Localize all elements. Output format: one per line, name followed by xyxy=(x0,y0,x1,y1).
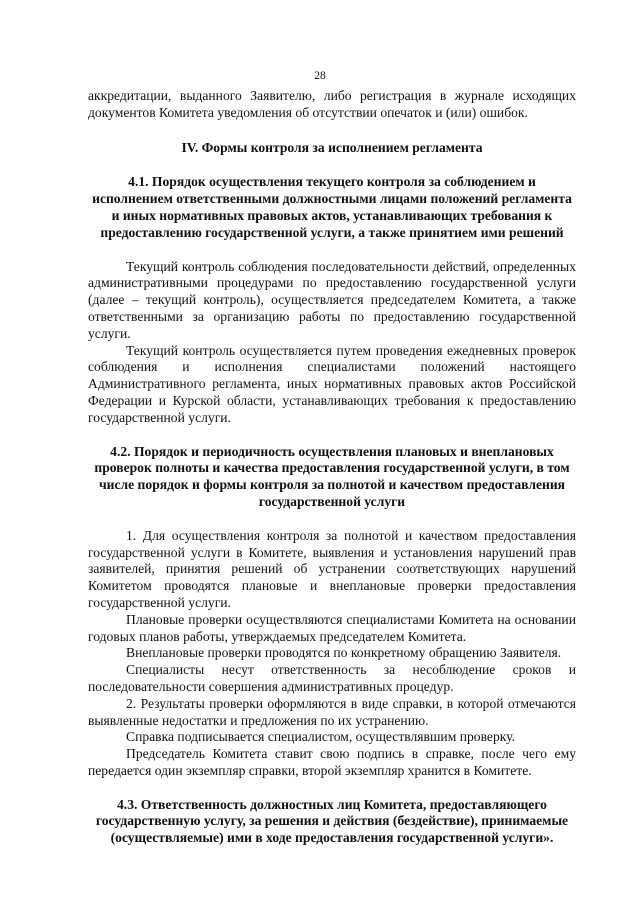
page-number: 28 xyxy=(314,70,326,82)
paragraph: Текущий контроль соблюдения последовательности действий, определенных административными процедурами по предоставлению государственной услуги (далее – текущий контроль), осуществляется председателем Комитета, а также ответственными за организацию работы по предоставлению государственной услуги. xyxy=(88,258,576,341)
heading-4-1: 4.1. Порядок осуществления текущего контроля за соблюдением и исполнением ответственными должностными лицами положений регламента и иных нормативных правовых актов, устанавливающих требования к предоставлению государственной услуги, а также принятием ими решений xyxy=(92,174,572,240)
paragraph: Внеплановые проверки проводятся по конкретному обращению Заявителя. xyxy=(126,645,562,661)
paragraph: Справка подписывается специалистом, осуществлявшим проверку. xyxy=(126,729,515,745)
heading-4-2: 4.2. Порядок и периодичность осуществления плановых и внеплановых проверок полноты и качества предоставления государственной услуги, в том числе порядок и формы контроля за полнотой и качеством предоставления государственной услуги xyxy=(94,443,570,509)
paragraph: 1. Для осуществления контроля за полнотой и качеством предоставления государственной услуги в Комитете, выявления и установления нарушений прав заявителей, принятия решений об устранении соответствующих нарушений Комитетом проводятся плановые и внеплановые проверки предоставления государственной услуги. xyxy=(88,527,576,610)
paragraph: Председатель Комитета ставит свою подпись в справке, после чего ему передается один экземпляр справки, второй экземпляр хранится в Комитете. xyxy=(88,746,576,778)
paragraph: Текущий контроль осуществляется путем проведения ежедневных проверок соблюдения и исполнения специалистами положений настоящего Административного регламента, иных нормативных правовых актов Российской Федерации и Курской области, устанавливающих требования к предоставлению государственной услуги. xyxy=(88,342,576,425)
document-body xyxy=(88,88,576,847)
paragraph: Плановые проверки осуществляются специалистами Комитета на основании годовых планов работы, утверждаемых председателем Комитета. xyxy=(88,611,576,644)
paragraph: Специалисты несут ответственность за несоблюдение сроков и последовательности совершения административных процедур. xyxy=(88,662,576,694)
paragraph: 2. Результаты проверки оформляются в виде справки, в которой отмечаются выявленные недостатки и предложения по их устранению. xyxy=(88,695,576,728)
section-title: IV. Формы контроля за исполнением регламента xyxy=(181,139,483,155)
intro-paragraph: аккредитации, выданного Заявителю, либо регистрация в журнале исходящих документов Комитета уведомления об отсутствии опечаток и (или) ошибок. xyxy=(88,88,576,120)
heading-4-3: 4.3. Ответственность должностных лиц Комитета, предоставляющего государственную услугу, за решения и действия (бездействие), принимаемые (осуществляемые) ими в ходе предоставления государственной услуги». xyxy=(95,796,569,846)
